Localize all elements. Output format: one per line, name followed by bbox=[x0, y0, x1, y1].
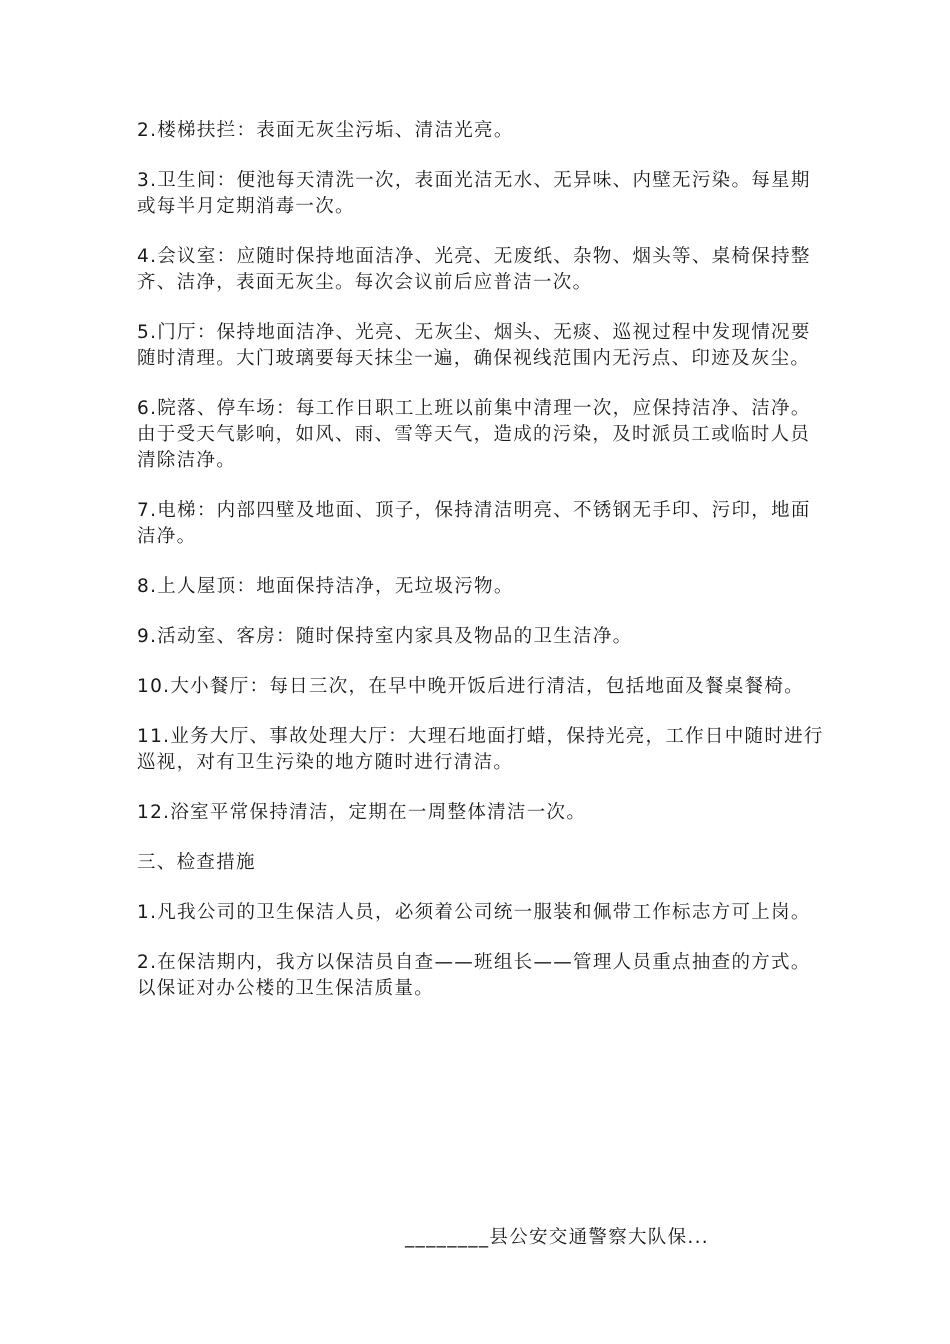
footer-signature: ________县公安交通警察大队保... bbox=[405, 1227, 709, 1248]
item-rooftop: 8.上人屋顶：地面保持洁净，无垃圾污物。 bbox=[137, 576, 514, 597]
check-item-inspection: 2.在保洁期内，我方以保洁员自查——班组长——管理人员重点抽查的方式。以保证对办公楼的卫生保洁质量。 bbox=[137, 952, 811, 999]
section-heading: 三、检查措施 bbox=[137, 852, 256, 873]
item-stair-rail: 2.楼梯扶拦：表面无灰尘污垢、清洁光亮。 bbox=[137, 120, 514, 141]
item-lobby: 5.门厅：保持地面洁净、光亮、无灰尘、烟头、无痰、巡视过程中发现情况要随时清理。大门玻璃要每天抹尘一遍，确保视线范围内无污点、印迹及灰尘。 bbox=[137, 322, 811, 369]
item-activity-room: 9.活动室、客房：随时保持室内家具及物品的卫生洁净。 bbox=[137, 626, 633, 647]
item-elevator: 7.电梯：内部四壁及地面、顶子，保持清洁明亮、不锈钢无手印、污印，地面洁净。 bbox=[137, 500, 811, 547]
check-item-uniform: 1.凡我公司的卫生保洁人员，必须着公司统一服装和佩带工作标志方可上岗。 bbox=[137, 902, 811, 923]
item-business-hall: 11.业务大厅、事故处理大厅：大理石地面打蜡，保持光亮，工作日中随时进行巡视，对有卫生污染的地方随时进行清洁。 bbox=[137, 726, 824, 773]
item-bathroom: 12.浴室平常保持清洁，定期在一周整体清洁一次。 bbox=[137, 802, 587, 823]
item-dining-hall: 10.大小餐厅：每日三次，在早中晚开饭后进行清洁，包括地面及餐桌餐椅。 bbox=[137, 676, 804, 697]
item-courtyard-parking: 6.院落、停车场：每工作日职工上班以前集中清理一次，应保持洁净、洁净。由于受天气影响，如风、雨、雪等天气，造成的污染，及时派员工或临时人员清除洁净。 bbox=[137, 398, 811, 471]
item-meeting-room: 4.会议室：应随时保持地面洁净、光亮、无废纸、杂物、烟头等、桌椅保持整齐、洁净，表面无灰尘。每次会议前后应普洁一次。 bbox=[137, 246, 811, 293]
document-body bbox=[137, 118, 827, 1026]
item-restroom: 3.卫生间：便池每天清洗一次，表面光洁无水、无异味、内壁无污染。每星期或每半月定期消毒一次。 bbox=[137, 170, 811, 217]
